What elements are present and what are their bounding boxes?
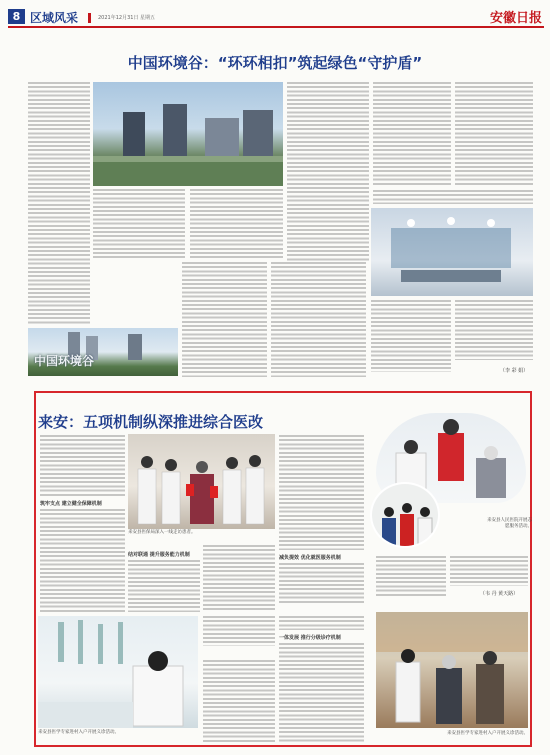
aerial-buildings-graphic xyxy=(93,82,283,186)
article-2-text-col1-b xyxy=(40,509,125,612)
article-2-title: 来安：五项机制纵深推进综合医改 xyxy=(38,413,264,431)
section-name: 区域风采 xyxy=(30,11,79,25)
article-1-image-sign-text: 中国环境谷 xyxy=(34,354,95,368)
article-1-text-col3 xyxy=(190,189,283,259)
article-2-text-col3-c xyxy=(203,660,275,742)
article-1-text-col5-top xyxy=(373,82,451,186)
article-1-photo-aerial xyxy=(93,82,283,186)
page-header xyxy=(8,6,544,28)
exhibition-hall-graphic xyxy=(371,208,533,296)
article-2-text-col1-a xyxy=(40,435,125,497)
article-1-author: （李 彩 娟） xyxy=(500,368,529,374)
nurse-iv-graphic xyxy=(38,616,198,728)
article-1-text-bottom-d xyxy=(455,300,533,360)
article-1-photo-hall xyxy=(371,208,533,296)
article-2-caption-2: 来安县医学专家进村入户开展义诊活动。 xyxy=(38,730,119,735)
article-2-subhead-2: 结对联通 提升服务能力机制 xyxy=(128,552,190,558)
header-divider xyxy=(88,13,91,23)
article-2-text-col6 xyxy=(450,556,528,586)
article-2-text-col2-c xyxy=(203,616,275,646)
staff-group-graphic xyxy=(128,434,275,529)
article-1-text-bottom-b xyxy=(271,262,366,377)
article-2-subhead-1: 筑牢支点 建立健全保障机制 xyxy=(40,501,102,507)
outdoor-clinic-graphic xyxy=(376,612,528,728)
article-1-text-col2 xyxy=(93,189,185,259)
article-1-text-col6 xyxy=(455,82,533,186)
article-2-subhead-4: 一体发展 推行分级诊疗机制 xyxy=(279,635,341,641)
article-2-caption-4: 来安县医学专家进村入户开展义诊活动。 xyxy=(447,731,528,736)
article-2-text-col4-c xyxy=(279,616,364,630)
article-1-text-bottom-a xyxy=(182,262,267,377)
page-number: 8 xyxy=(8,9,25,24)
issue-date: 2021年12月31日 星期五 xyxy=(98,15,156,21)
article-2-text-col4 xyxy=(279,435,364,550)
article-2-photo-outdoor xyxy=(376,612,528,728)
article-2-text-col3 xyxy=(203,545,275,612)
masthead-logo: 安徽日报 xyxy=(489,11,542,26)
article-2-photo-staff xyxy=(128,434,275,529)
article-2-photo-nurse xyxy=(38,616,198,728)
article-2-caption-3: 来安县人民医院开展志愿服务活动。 xyxy=(487,518,532,529)
article-1-text-col1-top xyxy=(28,82,90,324)
article-1-photo-sign xyxy=(28,328,178,376)
article-2-text-col5 xyxy=(376,556,446,598)
article-1-text-col5-mid xyxy=(373,190,533,204)
article-2-subhead-3: 减负提效 优化就医服务机制 xyxy=(279,555,341,561)
article-2-photo-children xyxy=(370,482,440,548)
article-1-title: 中国环境谷：“环环相扣”筑起绿色“守护盾” xyxy=(127,54,423,72)
article-1-text-bottom-c xyxy=(371,300,451,372)
article-2-caption-1: 来安县医保局深入一线走访患者。 xyxy=(128,530,196,535)
article-2-text-col4-b xyxy=(279,563,364,603)
article-2-text-col4-d xyxy=(279,643,364,743)
article-1-text-col4-top xyxy=(287,82,369,262)
article-2-text-col2 xyxy=(128,560,200,612)
article-2-author: （韦 丹 黄天路） xyxy=(480,591,519,597)
